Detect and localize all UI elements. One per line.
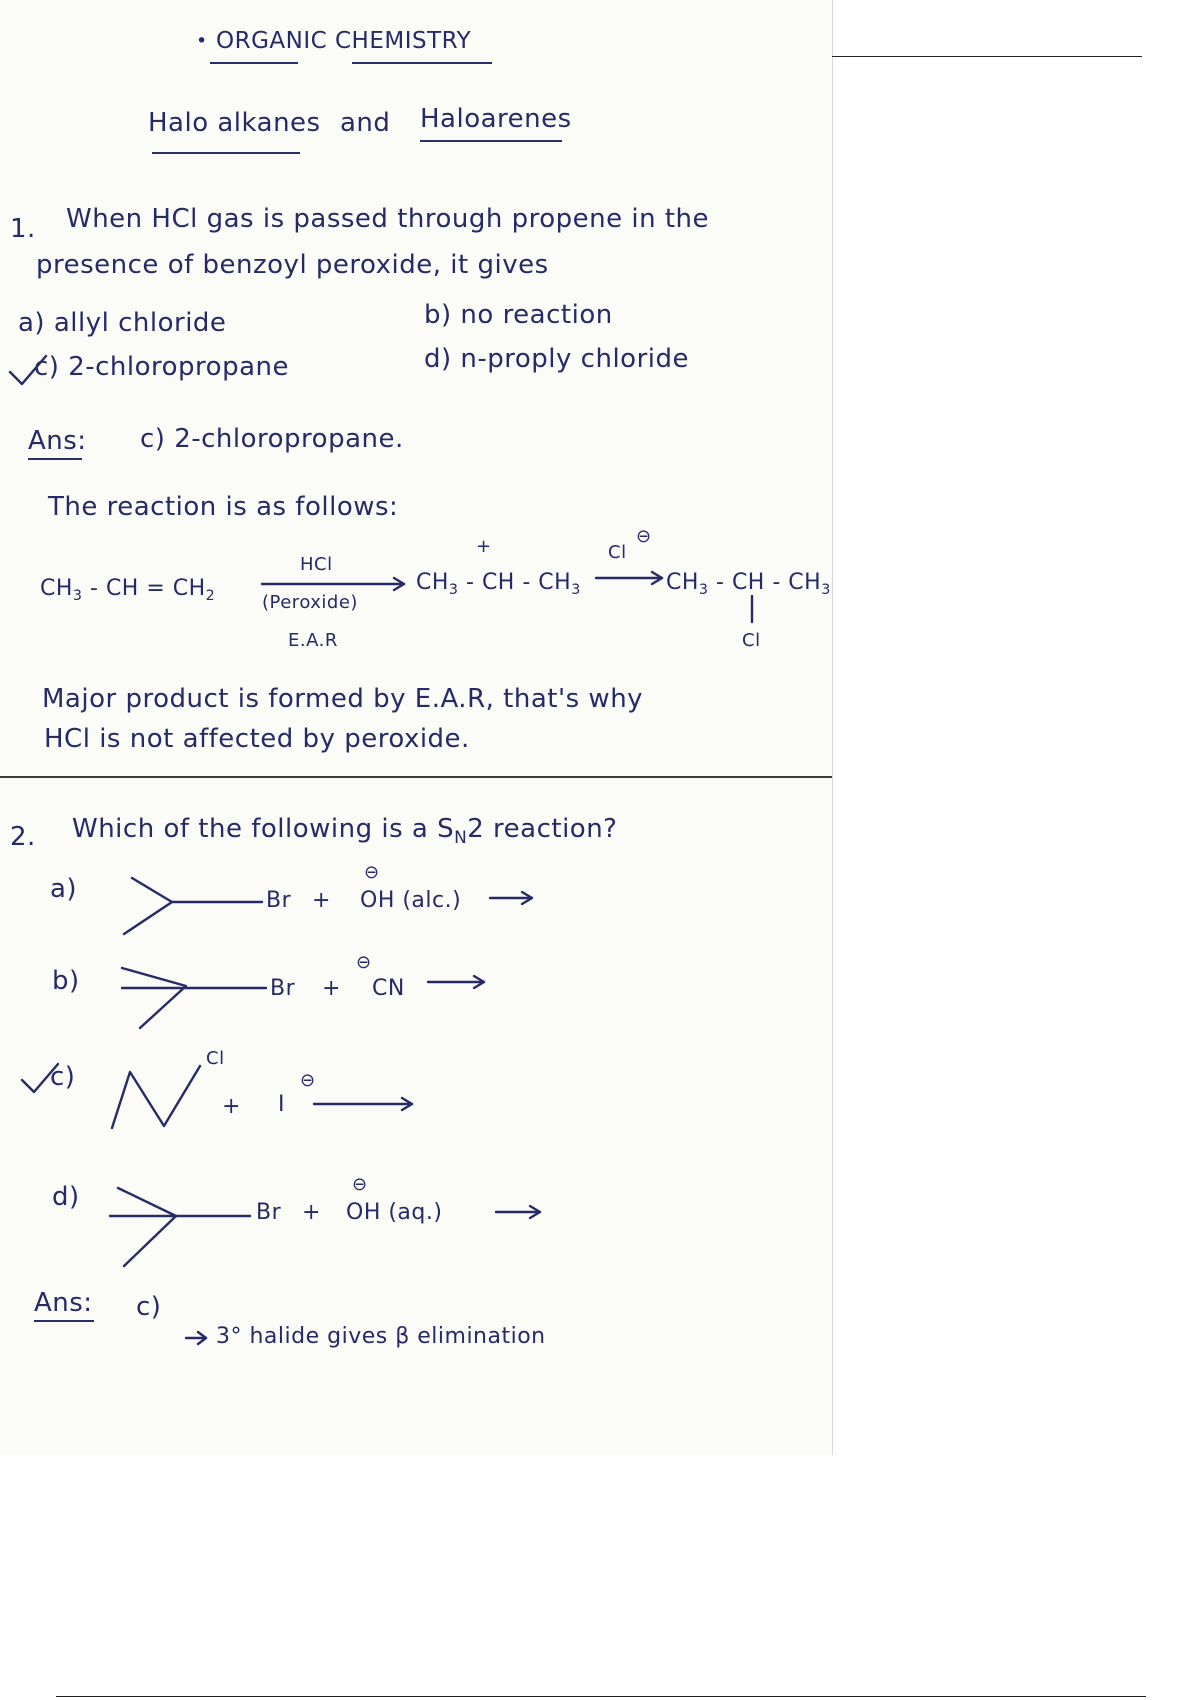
product-2-chloropropane: $CH_3$ - CH - $CH_3$: [666, 570, 831, 598]
chloride-charge: ⊖: [636, 526, 652, 547]
q1-explanation-line2: HCl is not affected by peroxide.: [44, 724, 470, 754]
carbocation-intermediate: $CH_3$ - CH - $CH_3$: [416, 570, 581, 598]
bullet-dot: •: [196, 30, 208, 52]
chapter-title-and: and: [340, 108, 391, 138]
q2-option-c-reagent: I: [278, 1092, 285, 1117]
chloride-nucleophile: Cl: [608, 542, 627, 563]
chapter-title-part2: Haloarenes: [420, 104, 572, 134]
q2-answer-label: Ans:: [34, 1288, 93, 1318]
q1-answer: c) 2-chloropropane.: [140, 424, 404, 454]
q2-option-c-label: c): [50, 1062, 76, 1092]
q1-number: 1.: [10, 214, 36, 244]
subject-title: ORGANIC CHEMISTRY: [216, 28, 472, 54]
q1-option-a: a) allyl chloride: [18, 308, 227, 338]
q2-option-b-plus: +: [322, 976, 341, 1001]
q2-option-a-charge: ⊖: [364, 862, 380, 883]
carbocation-charge: +: [476, 536, 492, 557]
q2-option-a-plus: +: [312, 888, 331, 913]
q1-answer-label: Ans:: [28, 426, 87, 456]
q2-number: 2.: [10, 822, 36, 852]
q2-option-b-reagent: CN: [372, 976, 405, 1001]
mechanism-ear: E.A.R: [288, 630, 338, 651]
q2-option-b-charge: ⊖: [356, 952, 372, 973]
q1-text-line1: When HCl gas is passed through propene in the: [66, 204, 710, 234]
q2-answer-note: 3° halide gives β elimination: [216, 1324, 546, 1349]
q2-option-c-substituent: Cl: [206, 1048, 225, 1069]
q2-option-c-charge: ⊖: [300, 1070, 316, 1091]
q1-explanation-line1: Major product is formed by E.A.R, that's why: [42, 684, 644, 714]
q2-option-d-charge: ⊖: [352, 1174, 368, 1195]
q2-option-d-reagent: OH (aq.): [346, 1200, 443, 1225]
q2-option-d-leaving-group: Br: [256, 1200, 282, 1225]
reagent-peroxide: (Peroxide): [262, 592, 358, 613]
chapter-title-part1: Halo alkanes: [148, 108, 321, 138]
q1-option-c: c) 2-chloropropane: [34, 352, 289, 382]
q2-answer-underline: [34, 1320, 94, 1322]
q2-option-b-leaving-group: Br: [270, 976, 296, 1001]
q2-option-d-plus: +: [302, 1200, 321, 1225]
q2-answer: c): [136, 1292, 162, 1322]
q1-text-line2: presence of benzoyl peroxide, it gives: [36, 250, 549, 280]
q2-option-a-leaving-group: Br: [266, 888, 292, 913]
q2-option-a-label: a): [50, 874, 78, 904]
q2-option-b-label: b): [52, 966, 80, 996]
q1-option-d: d) n-proply chloride: [424, 344, 689, 374]
q2-option-d-label: d): [52, 1182, 80, 1212]
q1-option-b: b) no reaction: [424, 300, 613, 330]
reactant-propene: $CH_3$ - CH = $CH_2$: [40, 576, 216, 604]
bottom-rule: [56, 1696, 1146, 1697]
q2-option-c-plus: +: [222, 1094, 241, 1119]
reagent-hcl: HCl: [300, 554, 333, 575]
product-cl-substituent: Cl: [742, 630, 761, 651]
q2-text: Which of the following is a $S_N2$ reaction?: [72, 814, 618, 847]
q1-reaction-intro: The reaction is as follows:: [48, 492, 399, 522]
top-rule: [832, 56, 1142, 57]
q2-option-a-reagent: OH (alc.): [360, 888, 462, 913]
